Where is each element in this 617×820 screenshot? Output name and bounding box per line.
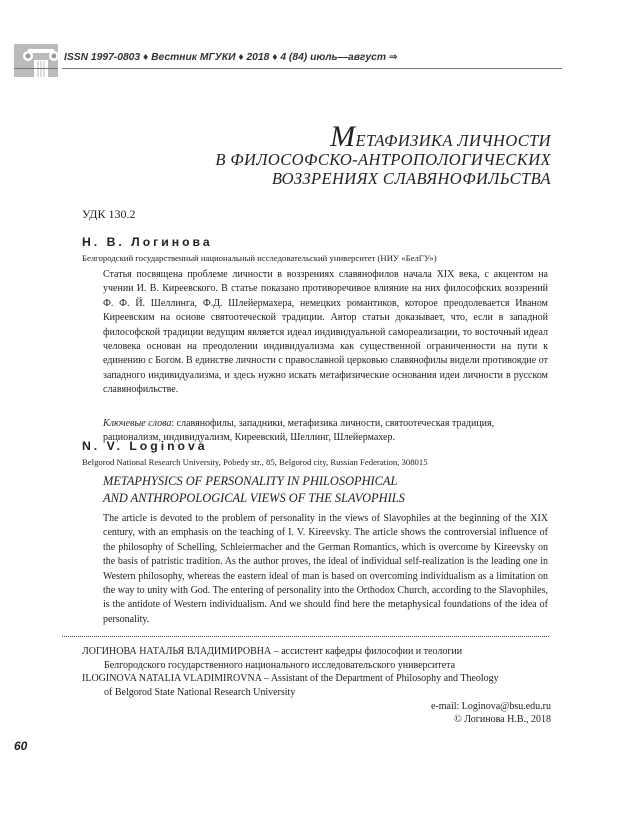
page-number: 60 xyxy=(14,739,28,753)
udk-code: УДК 130.2 xyxy=(82,207,136,221)
journal-header: ISSN 1997-0803 ♦ Вестник МГУКИ ♦ 2018 ♦ 4 (84) июль—август ⇒ xyxy=(64,52,398,63)
bio-en-line-2: of Belgorod State National Research University xyxy=(104,686,296,698)
bio-ru-line-2: Белгородского государственного национального исследовательского университета xyxy=(104,659,456,671)
bio-en-line-1: ILOGINOVA NATALIA VLADIMIROVNA – Assistant of the Department of Philosophy and Theology xyxy=(82,673,499,684)
keywords-label: Ключевые слова xyxy=(103,418,172,429)
abstract-ru: Статья посвящена проблеме личности в воззрениях славянофилов начала XIX века, с акцентом на учении И. В. Киреевского. В статье показано противоречивое влияние на них философских воззрений Ф. Ф. Й. Шеллинга, Ф.Д. Шлейермахера, немецких романтиков, которое преодолевается Иваном Киреевским на основе святоотеческой традиции. Автор статьи доказывает, что, если в западной философской традиции ведущим является идеал индивидуальной самореализации, то восточный идеал человека основан на преодолении индивидуализма как существенной ограниченности на пути к единению с Богом. В единстве личности с православной церковью славянофилы видели противоядие от западного индивидуализма, и здесь нужно искать метафизические основания идеи личности в русском славянофильстве. xyxy=(103,269,548,396)
keywords-list: : славянофилы, западники, метафизика личности, святоотеческая традиция, рационализм, индивидуализм, Киреевский, Шеллинг, Шлейермахер. xyxy=(103,418,495,444)
abstract-en: The article is devoted to the problem of personality in the views of Slavophiles at the beginning of the XIX century, with an emphasis on the teaching of I. V. Kireevsky. The article shows the controversial influence of the philosophy of Schelling, Schleiermacher and the German Romantics, which is overcome by Kireevsky on the basis of patristic tradition. As the author proves, the ideal of individual self-realization is the leading one in Western philosophy, whereas the eastern ideal of man is based on overcoming individualism as a limitation on the way to unity with God. The entering of personality into the Orthodox Church, according to the Slavophiles, is the antidote of Western individualism. And we should find here the metaphysical foundations of the idea of personality. xyxy=(103,513,548,625)
copyright-notice: © Логинова Н.В., 2018 xyxy=(454,714,551,725)
title-en xyxy=(103,473,548,507)
title-line-3: ВОЗЗРЕНИЯХ СЛАВЯНОФИЛЬСТВА xyxy=(271,169,551,188)
article-title xyxy=(215,120,551,188)
author-name-en: N. V. Loginova xyxy=(82,439,208,453)
ionic-column-icon xyxy=(14,44,58,77)
bio-ru-line-1: ЛОГИНОВА НАТАЛЬЯ ВЛАДИМИРОВНА – ассистент кафедры философии и теологии xyxy=(82,646,463,657)
header-divider-left xyxy=(14,68,58,69)
author-bio-ru xyxy=(82,645,552,672)
title-line-2: В ФИЛОСОФСКО-АНТРОПОЛОГИЧЕСКИХ xyxy=(215,150,551,169)
affiliation-ru: Белгородский государственный национальный исследовательский университет (НИУ «БелГУ») xyxy=(82,253,437,263)
title-line-1-rest: ЕТАФИЗИКА ЛИЧНОСТИ xyxy=(355,131,551,150)
title-drop-cap: М xyxy=(330,120,356,153)
title-en-line-2: AND ANTHROPOLOGICAL VIEWS OF THE SLAVOPHILS xyxy=(103,491,405,505)
dotted-divider xyxy=(62,636,549,637)
author-name-ru: Н. В. Логинова xyxy=(82,235,213,249)
title-en-line-1: METAPHYSICS OF PERSONALITY IN PHILOSOPHICAL xyxy=(103,474,398,488)
author-bio-en xyxy=(82,672,552,699)
author-email[interactable]: e-mail: Loginova@bsu.edu.ru xyxy=(430,701,551,712)
affiliation-en: Belgorod National Research University, Pobedy str., 85, Belgorod city, Russian Federation, 308015 xyxy=(82,457,428,467)
header-divider xyxy=(62,68,562,69)
title-line-1 xyxy=(215,120,551,153)
